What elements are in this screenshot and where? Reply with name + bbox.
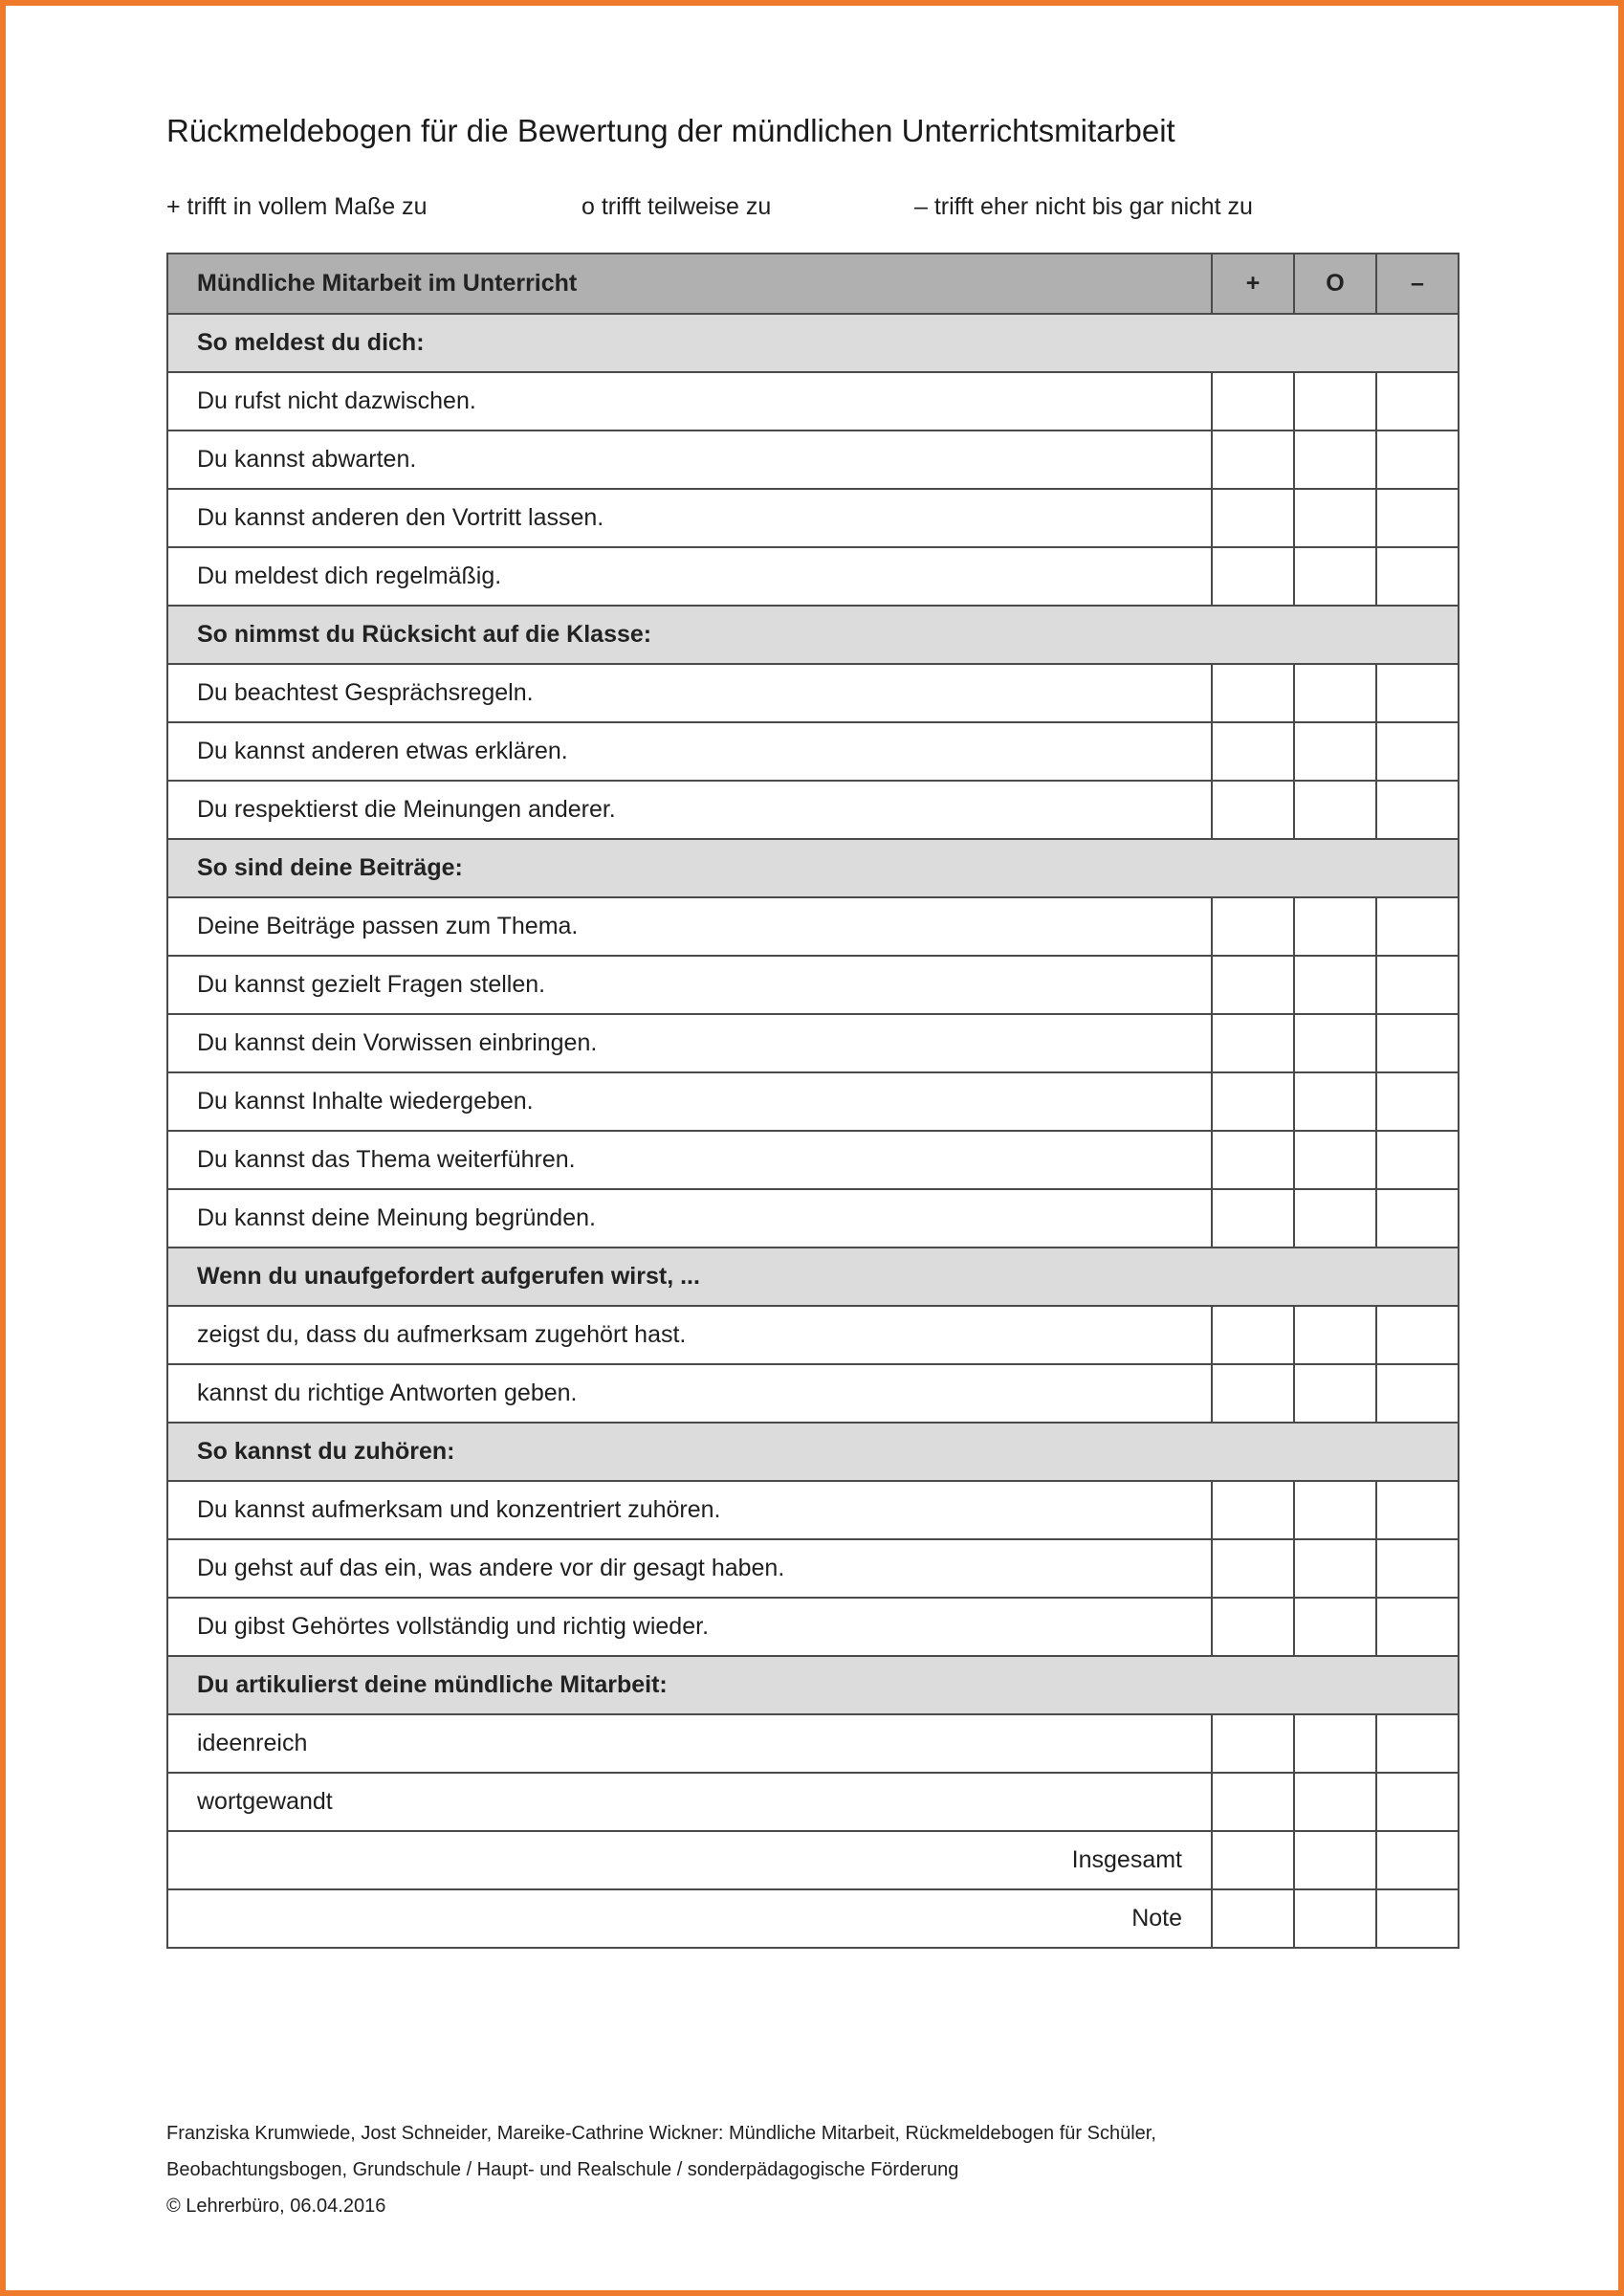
section-title: So meldest du dich:	[167, 314, 1459, 372]
rating-cell-circle[interactable]	[1294, 1189, 1376, 1247]
criterion-row	[167, 781, 1459, 839]
total-cell-circle[interactable]	[1294, 1889, 1376, 1948]
footer-line-3: © Lehrerbüro, 06.04.2016	[166, 2196, 386, 2217]
criterion-label: Du kannst das Thema weiterführen.	[167, 1131, 1212, 1189]
section-header-row	[167, 606, 1459, 664]
criterion-row	[167, 1189, 1459, 1247]
rating-cell-circle[interactable]	[1294, 781, 1376, 839]
rating-cell-plus[interactable]	[1212, 1481, 1294, 1539]
rating-cell-minus[interactable]	[1376, 1072, 1459, 1131]
criterion-label: Du kannst anderen etwas erklären.	[167, 722, 1212, 781]
rating-cell-plus[interactable]	[1212, 1539, 1294, 1598]
criterion-label: Du meldest dich regelmäßig.	[167, 547, 1212, 606]
rating-cell-plus[interactable]	[1212, 1598, 1294, 1656]
rating-cell-plus[interactable]	[1212, 722, 1294, 781]
rating-cell-circle[interactable]	[1294, 1014, 1376, 1072]
rating-cell-minus[interactable]	[1376, 547, 1459, 606]
criterion-row	[167, 1539, 1459, 1598]
section-header-row	[167, 1656, 1459, 1714]
rating-cell-circle[interactable]	[1294, 1306, 1376, 1364]
criterion-label: Du kannst dein Vorwissen einbringen.	[167, 1014, 1212, 1072]
rating-cell-minus[interactable]	[1376, 1598, 1459, 1656]
rating-cell-minus[interactable]	[1376, 1539, 1459, 1598]
rating-cell-plus[interactable]	[1212, 547, 1294, 606]
rating-cell-minus[interactable]	[1376, 664, 1459, 722]
legend-plus: + trifft in vollem Maße zu	[166, 193, 428, 220]
footer-line-1: Franziska Krumwiede, Jost Schneider, Mareike-Cathrine Wickner: Mündliche Mitarbeit, Rückmeldebogen für Schüler,	[166, 2123, 1156, 2144]
rating-cell-plus[interactable]	[1212, 1189, 1294, 1247]
rating-cell-circle[interactable]	[1294, 430, 1376, 489]
criterion-row	[167, 1773, 1459, 1831]
criterion-row	[167, 722, 1459, 781]
criterion-row	[167, 547, 1459, 606]
header-minus: –	[1376, 254, 1459, 314]
criterion-label: Deine Beiträge passen zum Thema.	[167, 897, 1212, 956]
criterion-row	[167, 897, 1459, 956]
criterion-row	[167, 1072, 1459, 1131]
rating-cell-plus[interactable]	[1212, 430, 1294, 489]
criterion-label: Du kannst abwarten.	[167, 430, 1212, 489]
criterion-label: Du rufst nicht dazwischen.	[167, 372, 1212, 430]
criterion-row	[167, 1306, 1459, 1364]
total-label: Note	[167, 1889, 1212, 1948]
rating-cell-circle[interactable]	[1294, 1481, 1376, 1539]
criterion-label: Du kannst gezielt Fragen stellen.	[167, 956, 1212, 1014]
rating-cell-circle[interactable]	[1294, 956, 1376, 1014]
table-header-row	[167, 254, 1459, 314]
criterion-label: Du kannst anderen den Vortritt lassen.	[167, 489, 1212, 547]
rating-cell-circle[interactable]	[1294, 372, 1376, 430]
rating-cell-plus[interactable]	[1212, 1306, 1294, 1364]
total-row	[167, 1889, 1459, 1948]
rating-cell-circle[interactable]	[1294, 547, 1376, 606]
criterion-label: Du gehst auf das ein, was andere vor dir gesagt haben.	[167, 1539, 1212, 1598]
criterion-label: Du gibst Gehörtes vollständig und richtig wieder.	[167, 1598, 1212, 1656]
rating-cell-plus[interactable]	[1212, 489, 1294, 547]
rating-cell-minus[interactable]	[1376, 1364, 1459, 1423]
footer-line-2: Beobachtungsbogen, Grundschule / Haupt- und Realschule / sonderpädagogische Förderung	[166, 2159, 959, 2180]
criterion-label: Du kannst deine Meinung begründen.	[167, 1189, 1212, 1247]
section-header-row	[167, 314, 1459, 372]
rating-cell-minus[interactable]	[1376, 1773, 1459, 1831]
rating-cell-minus[interactable]	[1376, 489, 1459, 547]
rating-cell-plus[interactable]	[1212, 956, 1294, 1014]
criterion-label: Du beachtest Gesprächsregeln.	[167, 664, 1212, 722]
criterion-label: Du kannst aufmerksam und konzentriert zuhören.	[167, 1481, 1212, 1539]
rating-cell-plus[interactable]	[1212, 1364, 1294, 1423]
criterion-row	[167, 430, 1459, 489]
criterion-row	[167, 1131, 1459, 1189]
rating-cell-circle[interactable]	[1294, 1598, 1376, 1656]
rating-cell-circle[interactable]	[1294, 1773, 1376, 1831]
section-header-row	[167, 1423, 1459, 1481]
rating-cell-plus[interactable]	[1212, 1014, 1294, 1072]
rating-cell-minus[interactable]	[1376, 781, 1459, 839]
rating-cell-circle[interactable]	[1294, 1131, 1376, 1189]
assessment-table	[166, 253, 1459, 1949]
total-cell-minus[interactable]	[1376, 1889, 1459, 1948]
section-header-row	[167, 1247, 1459, 1306]
total-row	[167, 1831, 1459, 1889]
total-label: Insgesamt	[167, 1831, 1212, 1889]
section-title: Wenn du unaufgefordert aufgerufen wirst, ...	[167, 1247, 1459, 1306]
header-label: Mündliche Mitarbeit im Unterricht	[167, 254, 1212, 314]
rating-cell-minus[interactable]	[1376, 1189, 1459, 1247]
rating-cell-minus[interactable]	[1376, 722, 1459, 781]
criterion-row	[167, 489, 1459, 547]
rating-cell-circle[interactable]	[1294, 897, 1376, 956]
criterion-label: zeigst du, dass du aufmerksam zugehört hast.	[167, 1306, 1212, 1364]
rating-cell-minus[interactable]	[1376, 372, 1459, 430]
criterion-row	[167, 664, 1459, 722]
legend-minus: – trifft eher nicht bis gar nicht zu	[914, 193, 1253, 220]
criterion-label: ideenreich	[167, 1714, 1212, 1773]
page-title: Rückmeldebogen für die Bewertung der mündlichen Unterrichtsmitarbeit	[166, 113, 1175, 148]
rating-cell-plus[interactable]	[1212, 781, 1294, 839]
footer-credits	[166, 2115, 1156, 2224]
rating-cell-minus[interactable]	[1376, 1131, 1459, 1189]
criterion-label: kannst du richtige Antworten geben.	[167, 1364, 1212, 1423]
rating-cell-plus[interactable]	[1212, 1714, 1294, 1773]
section-title: So sind deine Beiträge:	[167, 839, 1459, 897]
criterion-row	[167, 1364, 1459, 1423]
total-cell-plus[interactable]	[1212, 1889, 1294, 1948]
rating-cell-minus[interactable]	[1376, 956, 1459, 1014]
legend-circle: o trifft teilweise zu	[582, 193, 772, 220]
rating-cell-circle[interactable]	[1294, 722, 1376, 781]
rating-cell-plus[interactable]	[1212, 1072, 1294, 1131]
total-cell-circle[interactable]	[1294, 1831, 1376, 1889]
rating-cell-minus[interactable]	[1376, 430, 1459, 489]
criterion-row	[167, 1714, 1459, 1773]
rating-cell-circle[interactable]	[1294, 664, 1376, 722]
total-cell-minus[interactable]	[1376, 1831, 1459, 1889]
section-header-row	[167, 839, 1459, 897]
criterion-row	[167, 1481, 1459, 1539]
rating-cell-circle[interactable]	[1294, 1714, 1376, 1773]
criterion-row	[167, 1014, 1459, 1072]
rating-cell-circle[interactable]	[1294, 1072, 1376, 1131]
section-title: Du artikulierst deine mündliche Mitarbeit:	[167, 1656, 1459, 1714]
rating-cell-circle[interactable]	[1294, 1539, 1376, 1598]
total-cell-plus[interactable]	[1212, 1831, 1294, 1889]
rating-cell-plus[interactable]	[1212, 372, 1294, 430]
rating-cell-circle[interactable]	[1294, 1364, 1376, 1423]
rating-cell-minus[interactable]	[1376, 1714, 1459, 1773]
criterion-label: Du respektierst die Meinungen anderer.	[167, 781, 1212, 839]
criterion-label: Du kannst Inhalte wiedergeben.	[167, 1072, 1212, 1131]
rating-cell-minus[interactable]	[1376, 1306, 1459, 1364]
criterion-label: wortgewandt	[167, 1773, 1212, 1831]
criterion-row	[167, 372, 1459, 430]
header-plus: +	[1212, 254, 1294, 314]
criterion-row	[167, 1598, 1459, 1656]
header-circle: O	[1294, 254, 1376, 314]
rating-cell-minus[interactable]	[1376, 897, 1459, 956]
rating-cell-plus[interactable]	[1212, 1131, 1294, 1189]
rating-cell-plus[interactable]	[1212, 897, 1294, 956]
section-title: So kannst du zuhören:	[167, 1423, 1459, 1481]
rating-cell-plus[interactable]	[1212, 1773, 1294, 1831]
rating-cell-minus[interactable]	[1376, 1481, 1459, 1539]
rating-cell-minus[interactable]	[1376, 1014, 1459, 1072]
section-title: So nimmst du Rücksicht auf die Klasse:	[167, 606, 1459, 664]
rating-cell-plus[interactable]	[1212, 664, 1294, 722]
criterion-row	[167, 956, 1459, 1014]
rating-cell-circle[interactable]	[1294, 489, 1376, 547]
